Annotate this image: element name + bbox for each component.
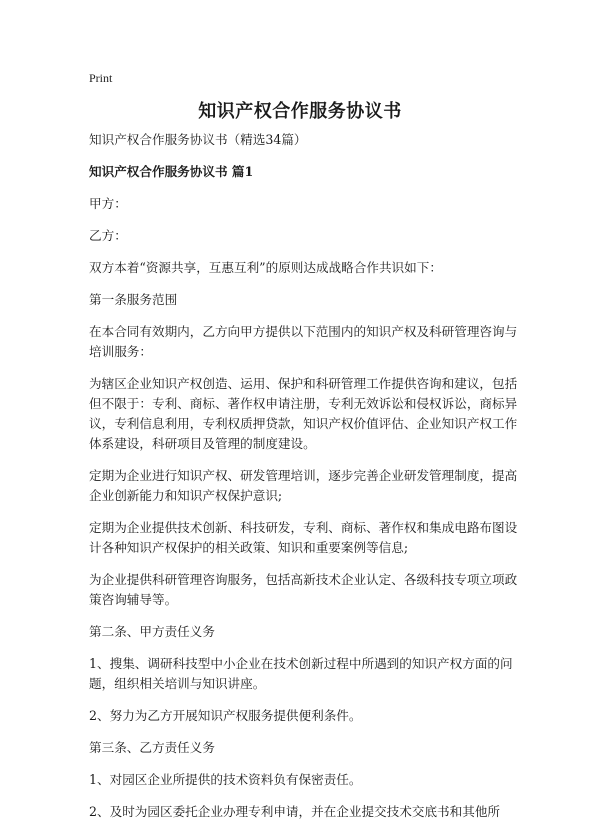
paragraph: 1、搜集、调研科技型中小企业在技术创新过程中所遇到的知识产权方面的问题，组织相关培训与知识讲座。 (89, 656, 513, 691)
paragraph: 为企业提供科研管理咨询服务，包括高新技术企业认定、各级科技专项立项政策咨询辅导等。 (89, 572, 518, 607)
document-body (89, 130, 519, 834)
paragraph: 双方本着“资源共享，互惠互利”的原则达成战略合作共识如下： (89, 260, 442, 275)
party-a-line: 甲方： (89, 196, 127, 211)
paragraph: 定期为企业提供技术创新、科技研发，专利、商标、著作权和集成电路布图设计各种知识产权保护的相关政策、知识和重要案例等信息; (89, 520, 518, 555)
paragraph: 定期为企业进行知识产权、研发管理培训，逐步完善企业研发管理制度，提高企业创新能力和知识产权保护意识; (89, 468, 518, 503)
document-title: 知识产权合作服务协议书 (198, 101, 402, 122)
subtitle: 知识产权合作服务协议书（精选34篇） (89, 132, 307, 147)
paragraph: 在本合同有效期内，乙方向甲方提供以下范围内的知识产权及科研管理咨询与培训服务： (89, 324, 518, 359)
paragraph: 2、及时为园区委托企业办理专利申请，并在企业提交技术交底书和其他所 (89, 804, 501, 819)
print-label[interactable]: Print (89, 71, 113, 85)
clause-heading: 第一条服务范围 (89, 292, 178, 307)
paragraph: 1、对园区企业所提供的技术资料负有保密责任。 (89, 772, 362, 787)
paragraph: 2、努力为乙方开展知识产权服务提供便利条件。 (89, 708, 362, 723)
party-b-line: 乙方： (89, 228, 127, 243)
paragraph: 为辖区企业知识产权创造、运用、保护和科研管理工作提供咨询和建议，包括但不限于：专利、商标、著作权申请注册，专利无效诉讼和侵权诉讼，商标异议，专利信息利用，专利权质押贷款，知识产权价值评估、企业知识产权工作体系建设，科研项目及管理的制度建设。 (89, 376, 518, 451)
section-heading: 知识产权合作服务协议书 篇1 (89, 164, 254, 179)
clause-heading: 第三条、乙方责任义务 (89, 740, 215, 755)
clause-heading: 第二条、甲方责任义务 (89, 624, 215, 639)
